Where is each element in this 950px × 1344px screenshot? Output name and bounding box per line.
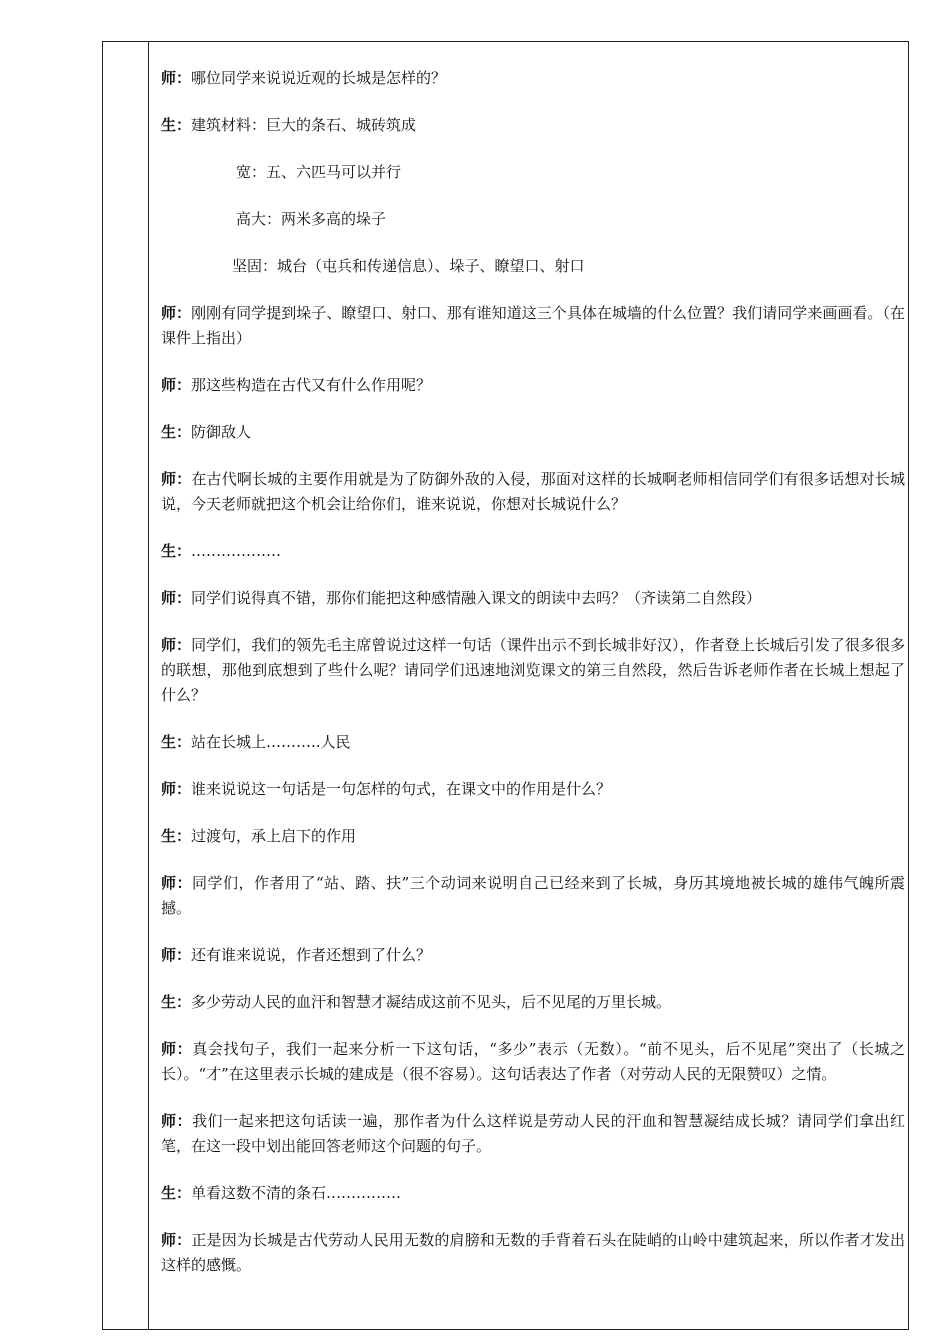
dialogue-paragraph	[161, 777, 905, 802]
paragraph-text: 还有谁来说说，作者还想到了什么？	[191, 946, 432, 964]
speaker-label: 生：	[161, 733, 192, 751]
dialogue-paragraph	[161, 990, 905, 1015]
paragraph-text: 在古代啊长城的主要作用就是为了防御外敌的入侵，那面对这样的长城啊老师相信同学们有很多话想对长城说，今天老师就把这个机会让给你们，谁来说说，你想对长城说什么？	[161, 470, 905, 513]
dialogue-paragraph	[161, 1181, 905, 1206]
dialogue-paragraph	[161, 160, 905, 185]
speaker-label: 师：	[161, 636, 192, 654]
speaker-label: 师：	[161, 376, 192, 394]
paragraph-text: 那这些构造在古代又有什么作用呢？	[191, 376, 432, 394]
paragraph-text: 站在长城上………..人民	[191, 733, 351, 751]
paragraph-text: 正是因为长城是古代劳动人民用无数的肩膀和无数的手背着石头在陡峭的山岭中建筑起来，所以作者才发出这样的感慨。	[161, 1231, 905, 1274]
dialogue-paragraph	[161, 254, 905, 279]
paragraph-text: 谁来说说这一句话是一句怎样的句式，在课文中的作用是什么？	[191, 780, 612, 798]
dialogue-paragraph	[161, 1109, 905, 1159]
dialogue-paragraph	[161, 467, 905, 517]
dialogue-paragraph	[161, 943, 905, 968]
dialogue-paragraph	[161, 730, 905, 755]
speaker-label: 师：	[161, 304, 192, 322]
paragraph-text: 坚固：城台（屯兵和传递信息）、垛子、瞭望口、射口	[232, 257, 585, 275]
dialogue-paragraph	[161, 373, 905, 398]
paragraph-text: 同学们，作者用了“站、踏、扶”三个动词来说明自己已经来到了长城，身历其境地被长城的雄伟气魄所震撼。	[161, 874, 905, 917]
paragraph-text: 防御敌人	[191, 423, 252, 441]
paragraph-text: 同学们，我们的领先毛主席曾说过这样一句话（课件出示不到长城非好汉），作者登上长城后引发了很多很多的联想，那他到底想到了些什么呢？请同学们迅速地浏览课文的第三自然段，然后告诉老师作者在长城上想起了什么？	[161, 636, 905, 704]
dialogue-paragraph	[161, 420, 905, 445]
paragraph-text: 建筑材料：巨大的条石、城砖筑成	[191, 116, 417, 134]
paragraph-text: 刚刚有同学提到垛子、瞭望口、射口、那有谁知道这三个具体在城墙的什么位置？我们请同学来画画看。（在课件上指出）	[161, 304, 905, 347]
paragraph-text: 真会找句子，我们一起来分析一下这句话，“多少”表示（无数）。“前不见头，后不见尾”突出了（长城之长）。“才”在这里表示长城的建成是（很不容易）。这句话表达了作者（对劳动人民的无限赞叹）之情。	[161, 1040, 905, 1083]
speaker-label: 师：	[161, 470, 192, 488]
paragraph-text: 过渡句，承上启下的作用	[191, 827, 357, 845]
dialogue-paragraph	[161, 586, 905, 611]
paragraph-text: ………………	[191, 542, 282, 560]
paragraph-text: 宽：五、六匹马可以并行	[236, 163, 402, 181]
speaker-label: 师：	[161, 780, 192, 798]
paragraph-text: 单看这数不清的条石……………	[191, 1184, 402, 1202]
dialogue-paragraph	[161, 1228, 905, 1278]
speaker-label: 师：	[161, 1231, 192, 1249]
dialogue-paragraph	[161, 66, 905, 91]
speaker-label: 师：	[161, 1112, 193, 1130]
paragraph-text: 同学们说得真不错，那你们能把这种感情融入课文的朗读中去吗？（齐读第二自然段）	[191, 589, 762, 607]
speaker-label: 师：	[161, 69, 192, 87]
dialogue-paragraph	[161, 301, 905, 351]
speaker-label: 师：	[161, 874, 192, 892]
speaker-label: 师：	[161, 1040, 193, 1058]
speaker-label: 师：	[161, 946, 192, 964]
paragraph-text: 多少劳动人民的血汗和智慧才凝结成这前不见头，后不见尾的万里长城。	[191, 993, 672, 1011]
dialogue-paragraph	[161, 871, 905, 921]
speaker-label: 生：	[161, 423, 192, 441]
speaker-label: 生：	[161, 827, 192, 845]
dialogue-paragraph	[161, 633, 905, 708]
table-left-column	[103, 42, 149, 1329]
speaker-label: 生：	[161, 993, 192, 1011]
paragraph-text: 我们一起来把这句话读一遍，那作者为什么这样说是劳动人民的汗血和智慧凝结成长城？请同学们拿出红笔，在这一段中划出能回答老师这个问题的句子。	[161, 1112, 905, 1155]
speaker-label: 师：	[161, 589, 192, 607]
paragraph-text: 哪位同学来说说近观的长城是怎样的？	[191, 69, 447, 87]
speaker-label: 生：	[161, 116, 192, 134]
dialogue-paragraph	[161, 113, 905, 138]
speaker-label: 生：	[161, 542, 192, 560]
lesson-table	[102, 41, 909, 1330]
dialogue-paragraph	[161, 539, 905, 564]
dialogue-paragraph	[161, 1037, 905, 1087]
paragraph-text: 高大：两米多高的垛子	[236, 210, 387, 228]
dialogue-paragraph	[161, 207, 905, 232]
speaker-label: 生：	[161, 1184, 192, 1202]
dialogue-paragraph	[161, 824, 905, 849]
lesson-content	[161, 66, 905, 1300]
